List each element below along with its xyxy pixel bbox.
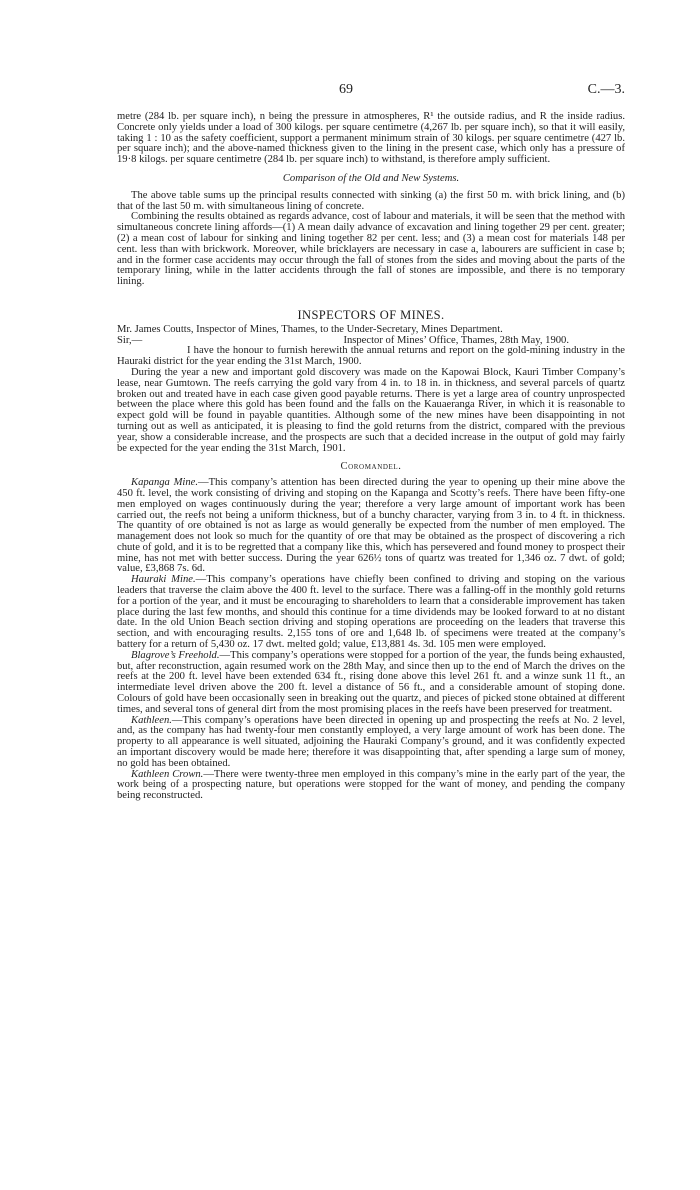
mine-name: Hauraki Mine. bbox=[131, 574, 196, 586]
document-reference: C.—3. bbox=[587, 82, 625, 97]
mine-name: Kapanga Mine. bbox=[131, 477, 198, 489]
page-number: 69 bbox=[339, 82, 353, 97]
mine-text: —This company’s operations were stopped for a portion of the year, the funds being exhausted, but, after reconstruction, again resumed work on the 28th May, and since then up to the end of March the drives on the reefs at the 200 ft. level have been extended 634 ft., rising done above this level 261 ft. and a winze sunk 11 ft., an intermediate level driven above the 200 ft. level a distance of 56 ft., and a considerable amount of stoping done. Colours of gold have been occasionally seen in breaking out the quartz, and pieces of picked stone obtained at different times, and several tons of general dirt from the most promising places in the reefs have been preserved for treatment. bbox=[117, 649, 625, 715]
mine-name: Kathleen Crown. bbox=[131, 768, 204, 780]
comparison-heading: Comparison of the Old and New Systems. bbox=[282, 172, 460, 184]
page-body bbox=[117, 112, 625, 802]
mine-list bbox=[117, 478, 625, 802]
mine-text: —This company’s operations have chiefly been confined to driving and stoping on the various leaders that traverse the claim above the 400 ft. level to the surface. There was a falling-off in the monthly gold returns for a portion of the year, and it must be encouraging to shareholders to learn that a considerable improvement has taken place during the last few months, and should this continue for a time dividends may be looked forward to at no distant date. In the old Union Beach section driving and stoping operations are proceeding on the leaders that traverse this section, and with encouraging results. 2,155 tons of ore and 1,648 lb. of specimens were treated at the company’s battery for a return of 5,430 oz. 17 dwt. melted gold; value, £13,881 4s. 3d. 105 men were employed. bbox=[117, 574, 625, 651]
mine-entry bbox=[117, 770, 625, 802]
intro-paragraph: metre (284 lb. per square inch), n being the pressure in atmospheres, R¹ the outside radius, and R the inside radius. Concrete only yields under a load of 300 kilogs. per square centimetre (4,267 lb. per square inch), so that it will easily, taking 1 : 10 as the safety coefficient, support a permanent minimum strain of 30 kilogs. per square centimetre (427 lb. per square inch); and the above-named thickness given to the lining in the present case, which only has a pressure of 19·8 kilogs. per square centimetre (284 lb. per square inch) to withstand, is therefore amply sufficient. bbox=[117, 111, 625, 166]
salutation: Sir,— bbox=[117, 334, 143, 346]
mine-name: Kathleen. bbox=[131, 714, 172, 726]
mine-text: —There were twenty-three men employed in this company’s mine in the early part of the year, the work being of a prospecting nature, but operations were stopped for the want of money, and pending the company being reconstructed. bbox=[117, 768, 625, 802]
page-header bbox=[117, 82, 625, 102]
report-paragraph: During the year a new and important gold discovery was made on the Kapowai Block, Kauri Timber Company’s lease, near Gumtown. The reefs carrying the gold vary from 4 in. to 18 in. in thickness, and several parcels of quartz broken out and treated have in each case given good payable returns. There is yet a large area of country unprospected between the place where this gold has been found and the falls on the Kauaeranga River, in which it is reasonable to expect gold will be found in payable quantities. Although some of the new mines have been disappointing in not turning out as well as anticipated, it is pleasing to find the gold returns from the district, compared with the previous year, show a considerable increase, and the prospects are such that a decided increase in the output of gold may fairly be expected for the year ending the 31st March, 1901. bbox=[117, 366, 625, 454]
mine-text: —This company’s operations have been directed in opening up and prospecting the reefs at No. 2 level, and, as the company has had twenty-four men constantly employed, a very large amount of work has been done. The property to all appearance is well situated, adjoining the Hauraki Company’s ground, and it was confidently expected an important discovery would be made here; therefore it was disappointing that, after spending a large sum of money, no gold has been obtained. bbox=[117, 714, 625, 769]
comparison-paragraph: Combining the results obtained as regards advance, cost of labour and materials, it will be seen that the method with simultaneous concrete lining affords—(1) A mean daily advance of excavation and lining together 29 per cent. greater; (2) a mean cost of labour for sinking and lining together 82 per cent. less; and (3) a mean cost for materials 148 per cent. less than with brickwork. Moreover, while bricklayers are necessary in case a, labourers are sufficient in case b; and in the former case accidents may occur through the fall of stones from the sides and moving about the parts of the temporary lining, while in the latter accidents through the fall of stones are impossible, and there is no temporary lining. bbox=[117, 211, 625, 288]
mine-text: —This company’s attention has been directed during the year to opening up their mine above the 450 ft. level, the work consisting of driving and stoping on the Kapanga and Scotty’s reefs. There have been fifty-one men employed on wages continuously during the year; therefore a very large amount of important work has been carried out, the reefs not being a uniform thickness, but of a bunchy character, varying from 3 in. to 4 ft. in thickness. The quantity of ore obtained is not as large as would generally be expected from the number of men employed. The management does not look so much for the quantity of ore that may be obtained as the prospect of discovering a rich chute of gold, and it is to be regretted that a company like this, which has persevered and found money to prospect their mine, has not met with better success. During the year 626½ tons of quartz was treated for 1,346 oz. 7 dwt. of gold; value, £3,868 7s. 6d. bbox=[117, 477, 625, 575]
mine-entry bbox=[117, 575, 625, 651]
mine-name: Blagrove’s Freehold. bbox=[131, 649, 220, 661]
comparison-paragraph: The above table sums up the principal results connected with sinking (a) the first 50 m. with brick lining, and (b) that of the last 50 m. with simultaneous lining of concrete. bbox=[117, 189, 625, 212]
address-line: Mr. James Coutts, Inspector of Mines, Thames, to the Under-Secretary, Mines Department. bbox=[117, 323, 503, 335]
inspectors-heading: INSPECTORS OF MINES. bbox=[297, 307, 445, 322]
mine-entry bbox=[117, 478, 625, 575]
report-paragraph: I have the honour to furnish herewith the annual returns and report on the gold-mining industry in the Hauraki district for the year ending the 31st March, 1900. bbox=[117, 345, 625, 368]
mine-entry bbox=[117, 651, 625, 716]
office-date: Inspector of Mines’ Office, Thames, 28th May, 1900. bbox=[343, 334, 569, 346]
mine-entry bbox=[117, 716, 625, 770]
coromandel-heading: Coromandel. bbox=[340, 461, 402, 473]
